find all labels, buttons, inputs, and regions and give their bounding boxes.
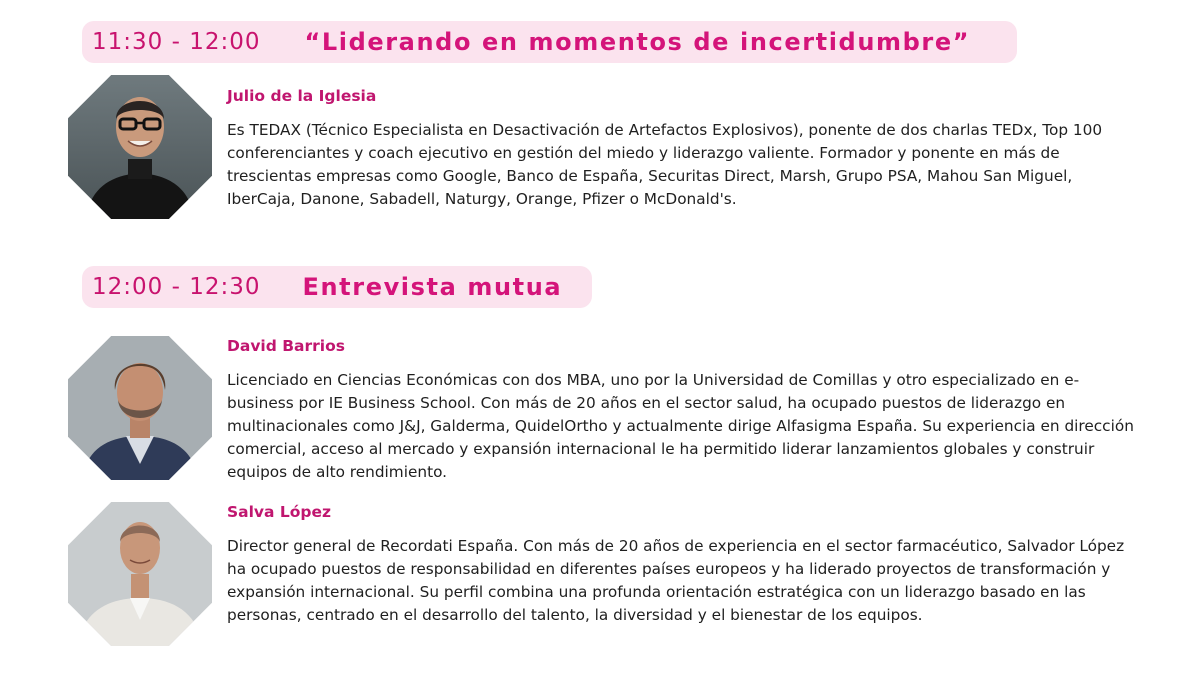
session-header-1 [82, 21, 1017, 63]
session-time: 11:30 - 12:00 [92, 29, 261, 55]
speaker-photo-julio [68, 75, 212, 219]
speaker-name: Salva López [227, 503, 332, 521]
speaker-bio: Licenciado en Ciencias Económicas con dos MBA, uno por la Universidad de Comillas y otro especializado en e-business por IE Business School. Con más de 20 años en el sector salud, ha ocupado puestos de liderazgo en multinacionales como J&J, Galderma, QuidelOrtho y actualmente dirige Alfasigma España. Su experiencia en dirección comercial, acceso al mercado y expansión internacional le ha permitido liderar lanzamientos globales y construir equipos de alto rendimiento. [227, 371, 1134, 481]
speaker-bio: Es TEDAX (Técnico Especialista en Desactivación de Artefactos Explosivos), ponente de dos charlas TEDx, Top 100 conferenciantes y coach ejecutivo en gestión del miedo y liderazgo valiente. Formador y ponente en más de trescientas empresas como Google, Banco de España, Securitas Direct, Marsh, Grupo PSA, Mahou San Miguel, IberCaja, Danone, Sabadell, Naturgy, Orange, Pfizer o McDonald's. [227, 121, 1103, 208]
speaker-name: David Barrios [227, 337, 345, 355]
speaker-photo-salva [68, 502, 212, 646]
session-title: Entrevista mutua [302, 273, 563, 301]
session-title: “Liderando en momentos de incertidumbre” [304, 28, 971, 56]
speaker-name: Julio de la Iglesia [227, 87, 377, 105]
session-time: 12:00 - 12:30 [92, 274, 261, 300]
speaker-photo-david [68, 336, 212, 480]
speaker-bio: Director general de Recordati España. Con más de 20 años de experiencia en el sector farmacéutico, Salvador López ha ocupado puestos de responsabilidad en diferentes países europeos y ha liderado proyectos de transformación y expansión internacional. Su perfil combina una profunda orientación estratégica con un liderazgo basado en las personas, centrado en el desarrollo del talento, la diversidad y el bienestar de los equipos. [227, 537, 1125, 624]
session-header-2 [82, 266, 592, 308]
